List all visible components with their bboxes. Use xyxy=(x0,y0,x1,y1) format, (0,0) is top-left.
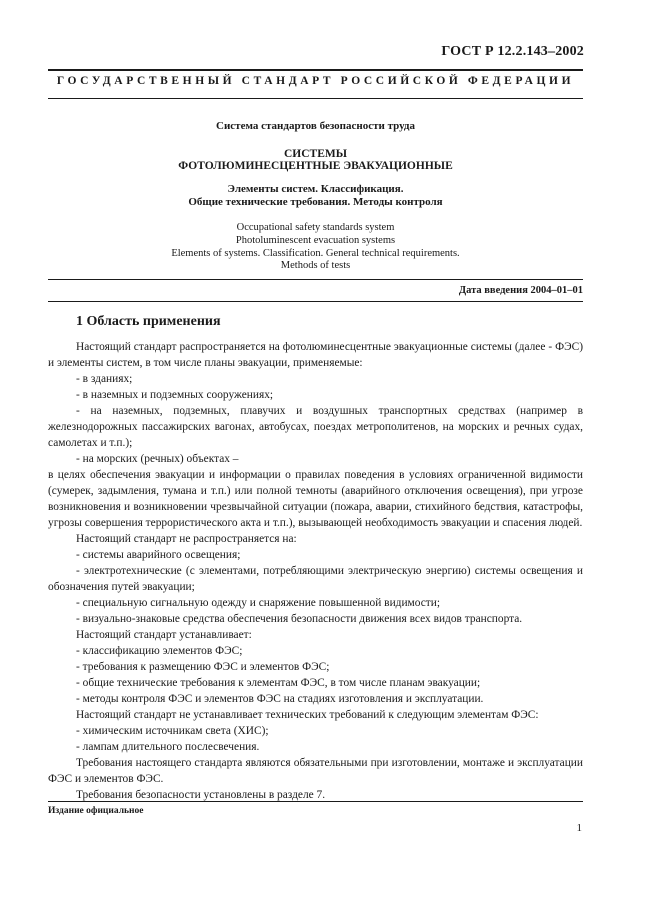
header-rule xyxy=(48,69,583,71)
body-paragraph: - системы аварийного освещения; xyxy=(76,549,241,561)
english-title xyxy=(48,222,583,273)
body-paragraph: - визуально-знаковые средства обеспечения безопасности движения всех видов транспорта. xyxy=(76,613,523,625)
body-paragraph: - в наземных и подземных сооружениях; xyxy=(76,389,274,401)
page-number: 1 xyxy=(576,822,582,834)
intro-date-bottom-rule xyxy=(48,301,583,302)
english-line-2: Photoluminescent evacuation systems xyxy=(235,234,396,246)
section-heading: 1 Область применения xyxy=(76,314,221,329)
body-paragraph: в целях обеспечения эвакуации и информации о правилах поведения в условиях ограниченной видимости (сумерек, задымления, тумана и т.п.) или полной темноты (аварийного отключения освещения), при угрозе возникновения и возникновении чрезвычайной ситуации (пожара, аварии, стихийного бедствия, катастрофы, угрозы совершения террористического акта и т.п.), вызывающей необходимость эвакуации и спасения людей. xyxy=(48,469,583,529)
subtitle-line-2: Общие технические требования. Методы контроля xyxy=(188,196,443,208)
english-line-4: Methods of tests xyxy=(280,260,351,272)
body-paragraph: Настоящий стандарт не устанавливает технических требований к следующим элементам ФЭС: xyxy=(76,709,539,721)
body-paragraph: - классификацию элементов ФЭС; xyxy=(76,645,243,657)
body-paragraph: - общие технические требования к элементам ФЭС, в том числе планам эвакуации; xyxy=(76,677,481,689)
body-paragraph: Настоящий стандарт распространяется на фотолюминесцентные эвакуационные системы (далее - ФЭС) и элементы систем, в том числе планы эвакуации, применяемые: xyxy=(48,341,583,369)
document-code: ГОСТ Р 12.2.143–2002 xyxy=(441,44,584,59)
subtitle-line-1: Элементы систем. Классификация. xyxy=(227,183,404,195)
body-paragraph: - лампам длительного послесвечения. xyxy=(76,741,260,753)
footer-rule xyxy=(48,801,583,802)
body-paragraph: Требования настоящего стандарта являются обязательными при изготовлении, монтаже и эксплуатации ФЭС и элементов ФЭС. xyxy=(48,757,583,785)
section-body xyxy=(48,339,583,803)
body-paragraph: Требования безопасности установлены в разделе 7. xyxy=(76,789,326,801)
intro-date: Дата введения 2004–01–01 xyxy=(458,285,583,296)
body-paragraph: - на морских (речных) объектах – xyxy=(76,453,239,465)
body-paragraph: - методы контроля ФЭС и элементов ФЭС на стадиях изготовления и эксплуатации. xyxy=(76,693,484,705)
edition-label: Издание официальное xyxy=(48,806,144,816)
standard-name: ГОСУДАРСТВЕННЫЙ СТАНДАРТ РОССИЙСКОЙ ФЕДЕРАЦИИ xyxy=(56,75,575,87)
body-paragraph: - специальную сигнальную одежду и снаряжение повышенной видимости; xyxy=(76,597,441,609)
body-paragraph: - электротехнические (с элементами, потребляющими электрическую энергию) системы освещения и обозначения путей эвакуации; xyxy=(48,565,583,593)
english-line-3: Elements of systems. Classification. General technical requirements. xyxy=(171,247,460,259)
document-subtitle xyxy=(48,183,583,209)
body-paragraph: Настоящий стандарт устанавливает: xyxy=(76,629,252,641)
intro-date-top-rule xyxy=(48,279,583,280)
body-paragraph: - в зданиях; xyxy=(76,373,133,385)
body-paragraph: - требования к размещению ФЭС и элементов ФЭС; xyxy=(76,661,330,673)
english-line-1: Occupational safety standards system xyxy=(236,222,395,233)
body-paragraph: - химическим источникам света (ХИС); xyxy=(76,725,269,737)
standard-name-rule xyxy=(48,98,583,99)
body-paragraph: - на наземных, подземных, плавучих и воздушных транспортных средствах (например в железнодорожных пассажирских вагонах, автобусах, поездах метрополитенов, на морских и речных судах, самолетах и т.п.); xyxy=(48,405,583,449)
title-line-2: ФОТОЛЮМИНЕСЦЕНТНЫЕ ЭВАКУАЦИОННЫЕ xyxy=(178,160,453,172)
body-paragraph: Настоящий стандарт не распространяется на: xyxy=(76,533,297,545)
standards-series: Система стандартов безопасности труда xyxy=(216,120,415,132)
title-line-1: СИСТЕМЫ xyxy=(283,148,348,160)
document-title xyxy=(48,148,583,172)
